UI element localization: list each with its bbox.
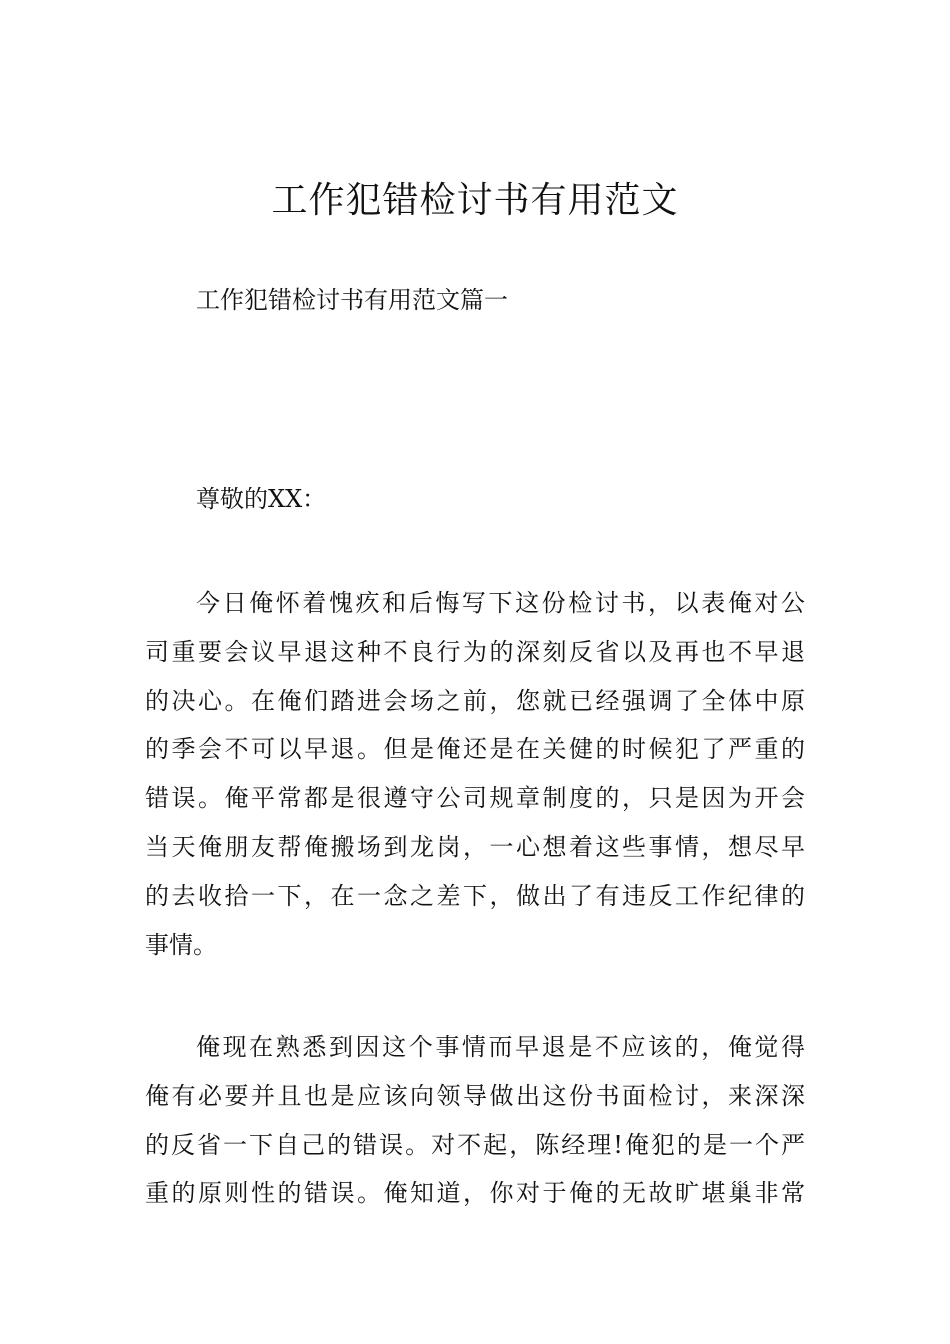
- paragraph-line: 俺有必要并且也是应该向领导做出这份书面检讨，来深深: [145, 1081, 805, 1110]
- paragraph-1: [145, 579, 805, 969]
- paragraph-line: 今日俺怀着愧疚和后悔写下这份检讨书，以表俺对公: [196, 589, 805, 617]
- paragraph-line: 司重要会议早退这种不良行为的深刻反省以及再也不早退: [145, 637, 805, 666]
- paragraph-2: [145, 1023, 805, 1218]
- paragraph-line: 的决心。在俺们踏进会场之前，您就已经强调了全体中原: [145, 686, 805, 715]
- document-title: 工作犯错检讨书有用范文: [271, 180, 679, 221]
- paragraph-line: 俺现在熟悉到因这个事情而早退是不应该的，俺觉得: [196, 1033, 805, 1061]
- paragraph-line: 错误。俺平常都是很遵守公司规章制度的，只是因为开会: [145, 784, 805, 813]
- paragraph-line: 的季会不可以早退。但是俺还是在关健的时候犯了严重的: [145, 735, 805, 764]
- salutation: 尊敬的XX：: [196, 485, 327, 513]
- paragraph-line: 当天俺朋友帮俺搬场到龙岗，一心想着这些事情，想尽早: [145, 832, 805, 861]
- paragraph-line: 的去收拾一下，在一念之差下，做出了有违反工作纪律的: [145, 881, 805, 910]
- paragraph-line: 重的原则性的错误。俺知道，你对于俺的无故旷堪巢非常: [145, 1179, 805, 1208]
- paragraph-line: 的反省一下自己的错误。对不起，陈经理!俺犯的是一个严: [145, 1130, 805, 1159]
- document-subtitle: 工作犯错检讨书有用范文篇一: [196, 286, 508, 314]
- paragraph-line: 事情。: [145, 930, 217, 959]
